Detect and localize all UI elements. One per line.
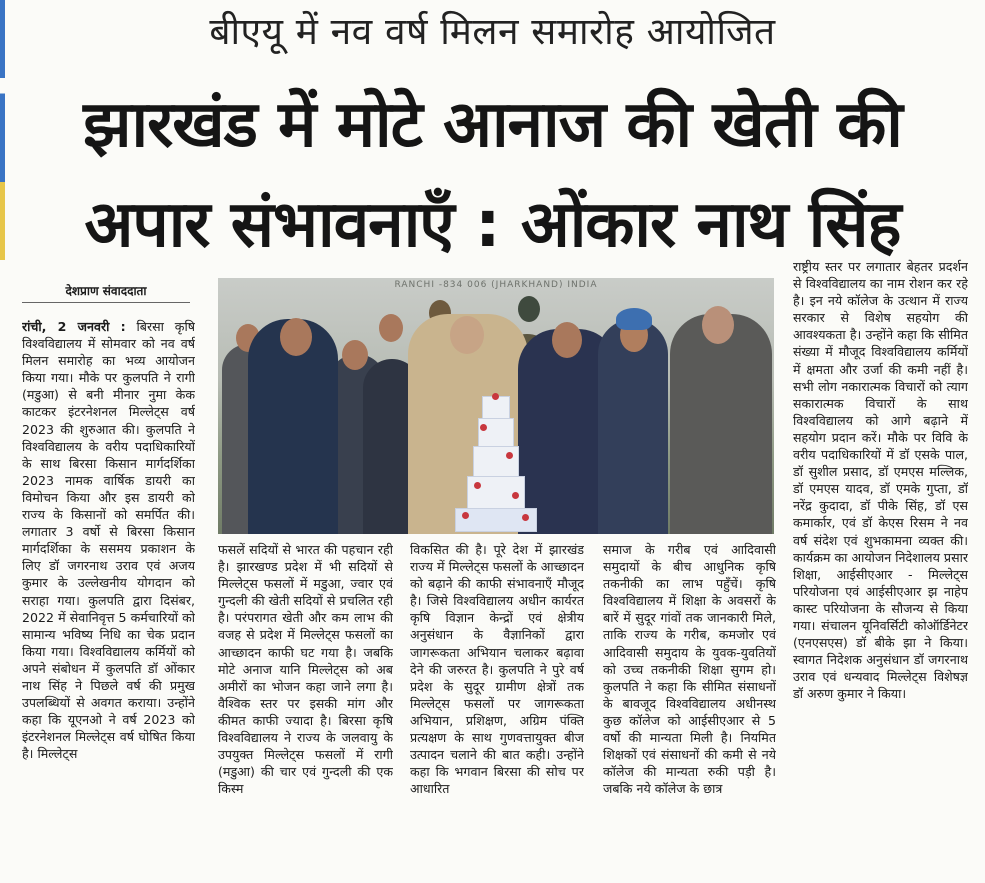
person-head xyxy=(280,318,312,356)
article-column-2: फसलें सदियों से भारत की पहचान रही है। झारखण्ड प्रदेश में भी सदियों से मिल्लेट्स फसलों में मडुआ, ज्वार एवं गुन्दली की खेती सदियों से प्रचलित रही है। परंपरागत खेती और कम लाभ की वजह से प्रदेश में मिल्लेट्स फसलों का आच्छादन काफी घट गया है। जबकि मोटे अनाज यानि मिल्लेट्स को अब अमीरों का भोजन कहा जाने लगा है। वैश्विक स्तर पर इसकी मांग और कीमत काफी ज्यादा है। बिरसा कृषि विश्वविद्यालय ने राज्य के जलवायु के उपयुक्त मिल्लेट्स फसलों में रागी (मडुआ) की चार एवं गुन्दली की एक किस्म xyxy=(218,542,393,797)
article-column-1-text: बिरसा कृषि विश्वविद्यालय में सोमवार को नव वर्ष मिलन समारोह का भव्य आयोजन किया गया। मौके पर कुलपति ने रागी (मडुआ) से बनी मीनार नुमा केक काटकर इंटरनेशनल मिल्लेट्स वर्ष 2023 की शुरुआत की। कुलपति ने विश्वविद्यालय के वरीय पदाधिकारियों के साथ बिरसा किसान मार्गदर्शिका 2023 नामक वार्षिक डायरी का विमोचन किया और इस डायरी को राज्य के किसानों को समर्पित की। लगातार 3 वर्षो से बिरसा किसान मार्गदर्शिका के ससमय प्रकाशन के लिए डॉ जगरनाथ उराव एवं अजय कुमार के उल्लेखनीय योगदान को सराहा गया। कुलपति द्वारा दिसंबर, 2022 में सेवानिवृत्त 5 कर्मचारियों को सामान्य भविष्य निधि का चेक प्रदान किया गया। विश्वविद्यालय कर्मियों को अपने संबोधन में कुलपति डॉ ओंकार नाथ सिंह ने पिछले वर्ष की प्रमुख उपलब्धियों से अवगत कराया। उन्होंने कहा कि यूएनओ ने वर्ष 2023 को इंटरनेशनल मिल्लेट्स वर्ष घोषित किया है। मिल्लेट्स xyxy=(22,319,195,762)
photo-backdrop-text: RANCHI -834 006 (JHARKHAND) INDIA xyxy=(394,280,598,290)
person-head xyxy=(702,306,734,344)
cake-rose xyxy=(512,492,519,499)
person-head xyxy=(342,340,368,370)
cake-tier xyxy=(473,446,519,478)
person-figure xyxy=(670,314,772,534)
person-head xyxy=(518,296,540,322)
byline: देशप्राण संवाददाता xyxy=(22,282,190,303)
cake-rose xyxy=(522,514,529,521)
article-column-3: विकसित की है। पूरे देश में झारखंड राज्य में मिल्लेट्स फसलों के आच्छादन को बढ़ाने की काफी संभावनाएँ मौजूद है। जिसे विश्वविद्यालय अधीन कार्यरत कृषि विज्ञान केन्द्रों एवं क्षेत्रीय अनुसंधान के वैज्ञानिकों द्वारा जागरूकता अभियान चलाकर बढ़ावा देने की जरुरत है। कुलपति ने पुरे वर्ष प्रदेश के सुदूर ग्रामीण क्षेत्रों तक मिल्लेट्स फसलों पर जागरूकता अभियान, प्रशिक्षण, अग्रिम पंक्ति प्रत्यक्षण के साथ गुणवत्तायुक्त बीज उत्पादन चलाने की बात कही। उन्होंने कहा कि भगवान बिरसा की सोच पर आधारित xyxy=(410,542,584,797)
cake-rose xyxy=(492,393,499,400)
person-head xyxy=(552,322,582,358)
main-headline-line-2: अपार संभावनाएँ : ओंकार नाथ सिंह xyxy=(84,188,901,262)
article-column-4: समाज के गरीब एवं आदिवासी समुदायों के बीच आधुनिक कृषि तकनीकी का लाभ पहुँचें। कृषि विश्वविद्यालय में शिक्षा के अवसरों के बारें में सुदूर गांवों तक जानकारी मिले, ताकि राज्य के गरीब, कमजोर एवं आदिवासी समुदाय के युवक-युवतियों को उच्च तकनीकी शिक्षा सुगम हो। कुलपति ने कहा कि सीमित संसाधनों के बावजूद विश्वविद्यालय अधीनस्थ कुछ कॉलेज को आईसीएआर से 5 वर्षो की मान्यता मिली है। नियमित शिक्षकों एवं संसाधनों की कमी से नये कॉलेज की मान्यता रुकी पड़ी है। जबकि नये कॉलेज के छात्र xyxy=(603,542,776,797)
millet-cake xyxy=(456,396,536,532)
event-photo xyxy=(218,278,774,534)
cake-rose xyxy=(506,452,513,459)
kicker-headline: बीएयू में नव वर्ष मिलन समारोह आयोजित xyxy=(209,10,776,53)
article-column-5: राष्ट्रीय स्तर पर लगातार बेहतर प्रदर्शन से विश्वविद्यालय का नाम रोशन कर रहे है। इन नये कॉलेज के उत्थान में राज्य सरकार से विशेष सहयोग की आवश्यकता है। उन्होंने कहा कि सीमित संख्या में मौजूद विश्वविद्यालय कर्मियों में क्षमता और उर्जा की कमी नहीं है। सभी लोग नकारात्मक विचारों को त्याग सकारात्मक विचारों के साथ विश्वविद्यालय को आगे बढ़ाने में सहयोग प्रदान करें। मौके पर विवि के वरीय पदाधिकारियों में डॉ एसके पाल, डॉ सुशील प्रसाद, डॉ एमएस मल्लिक, डॉ एमएस यादव, डॉ एमके गुप्ता, डॉ नरेंद्र कुदादा, डॉ पीके सिंह, डॉ एस कमार्कार, एवं डॉ केएस रिसम ने नव वर्ष संदेश एवं शुभकामना व्यक्त की। कार्यक्रम का आयोजन निदेशालय प्रसार शिक्षा, आईसीएआर - मिल्लेट्स परियोजना एवं आईसीएआर झ नाहेप कास्ट परियोजना के सौजन्य से किया गया। संचालन यूनिवर्सिटी कोऑर्डिनेटर (एनएसएस) डॉ बीके झा ने किया। स्वागत निदेशक अनुसंधान डॉ जगरनाथ उराव एवं धन्यवाद मिल्लेट्स विशेषज्ञ डॉ अरुण कुमार ने किया। xyxy=(793,259,968,702)
person-head xyxy=(450,316,484,354)
next-article-edge xyxy=(0,874,985,883)
cake-tier xyxy=(478,418,514,448)
dateline: रांची, 2 जनवरी : xyxy=(22,319,126,334)
main-headline-line-1: झारखंड में मोटे आनाज की खेती की xyxy=(83,88,902,162)
cake-rose xyxy=(474,482,481,489)
person-head xyxy=(379,314,403,342)
article-column-1 xyxy=(22,318,195,863)
turban xyxy=(616,308,652,330)
cake-rose xyxy=(480,424,487,431)
cake-rose xyxy=(462,512,469,519)
